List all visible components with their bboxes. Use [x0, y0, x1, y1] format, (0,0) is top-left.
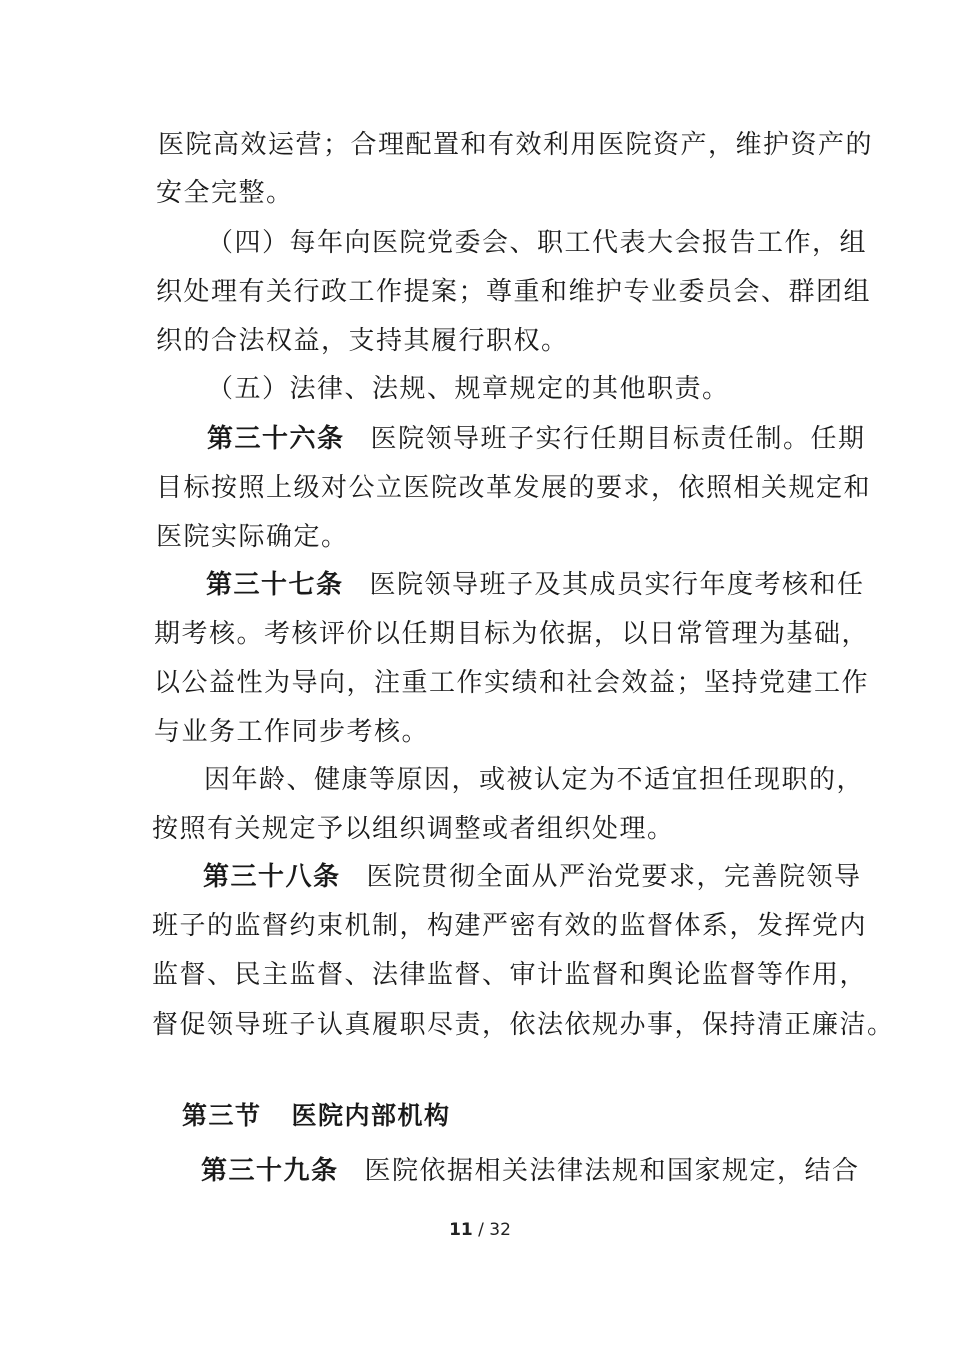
text-line: 监督、民主监督、法律监督、审计监督和舆论监督等作用， — [152, 960, 868, 990]
text-line: 班子的监督约束机制，构建严密有效的监督体系，发挥党内 — [152, 911, 868, 941]
article-heading: 第三十七条 — [206, 570, 344, 600]
article-heading: 第三十八条 — [203, 862, 341, 892]
section-heading: 第三节 医院内部机构 — [182, 1101, 451, 1130]
text-line: 督促领导班子认真履职尽责，依法依规办事，保持清正廉洁。 — [152, 1010, 895, 1040]
article-line: 第三十八条 医院贯彻全面从严治党要求，完善院领导 — [203, 862, 862, 892]
text-line: 目标按照上级对公立医院改革发展的要求，依照相关规定和 — [156, 473, 872, 503]
text-line: 安全完整。 — [156, 178, 294, 208]
text-line: 织的合法权益，支持其履行职权。 — [156, 326, 569, 356]
text-line: 期考核。考核评价以任期目标为依据，以日常管理为基础， — [154, 619, 870, 649]
article-line: 第三十六条 医院领导班子实行任期目标责任制。任期 — [207, 424, 866, 454]
page-number: 11 / 32 — [449, 1220, 511, 1240]
article-heading: 第三十六条 — [207, 424, 345, 454]
article-heading: 第三十九条 — [201, 1156, 339, 1186]
article-line: 第三十九条 医院依据相关法律法规和国家规定，结合 — [201, 1156, 860, 1186]
text-line: 按照有关规定予以组织调整或者组织处理。 — [152, 814, 675, 844]
text-line: 医院实际确定。 — [156, 522, 349, 552]
text-line: 以公益性为导向，注重工作实绩和社会效益；坚持党建工作 — [154, 668, 870, 698]
text-line: 因年龄、健康等原因，或被认定为不适宜担任现职的， — [204, 765, 865, 795]
text-line: （四）每年向医院党委会、职工代表大会报告工作，组 — [207, 228, 868, 258]
text-line: 与业务工作同步考核。 — [154, 717, 430, 747]
text-line: （五）法律、法规、规章规定的其他职责。 — [207, 374, 730, 404]
text-line: 医院高效运营；合理配置和有效利用医院资产，维护资产的 — [158, 130, 874, 160]
text-line: 织处理有关行政工作提案；尊重和维护专业委员会、群团组 — [156, 277, 872, 307]
article-line: 第三十七条 医院领导班子及其成员实行年度考核和任 — [206, 570, 865, 600]
